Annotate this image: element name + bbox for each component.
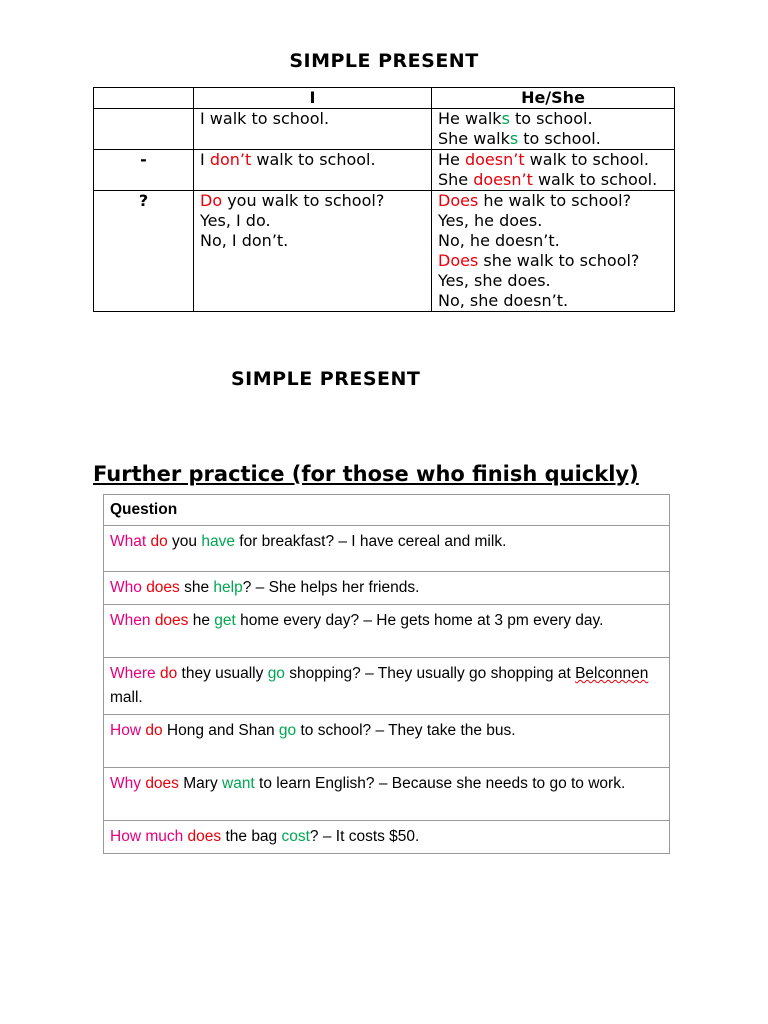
text-run: the bag <box>221 828 282 845</box>
text-run: don’t <box>209 150 252 169</box>
text-run: he walk to school? <box>478 191 632 210</box>
text-run: doesn’t <box>473 170 533 189</box>
text-line <box>438 211 668 231</box>
text-run: to school? – They take the bus. <box>296 722 516 739</box>
question-cell <box>104 768 670 821</box>
text-line <box>438 109 668 129</box>
text-run: He walk <box>438 109 502 128</box>
text-run: Does <box>438 191 479 210</box>
text-line <box>438 271 668 291</box>
text-run: I walk to school. <box>200 109 330 128</box>
question-cell <box>104 572 670 605</box>
i-form-cell <box>194 191 432 312</box>
text-run: I <box>200 150 210 169</box>
text-run: get <box>214 612 236 629</box>
text-run: does <box>154 612 189 629</box>
text-run: When <box>110 612 151 629</box>
text-run: walk to school. <box>532 170 658 189</box>
text-line <box>438 251 668 271</box>
question-cell <box>104 821 670 854</box>
header-cell-marker <box>94 88 194 109</box>
question-row <box>104 821 670 854</box>
header-cell-i: I <box>194 88 432 109</box>
question-row <box>104 572 670 605</box>
text-line <box>200 191 425 211</box>
text-run: want <box>222 775 255 792</box>
text-run: walk to school. <box>524 150 649 169</box>
text-line <box>200 150 425 170</box>
section-title: SIMPLE PRESENT <box>231 368 421 390</box>
text-run: What <box>110 533 147 550</box>
further-practice-heading: Further practice (for those who finish quickly) <box>93 462 639 486</box>
text-run: Does <box>438 251 479 270</box>
page-title: SIMPLE PRESENT <box>289 50 479 72</box>
text-run: help <box>213 579 243 596</box>
text-line <box>200 109 425 129</box>
text-run: home every day? – He gets home at 3 pm every day. <box>235 612 604 629</box>
text-run: to learn English? – Because she needs to go to work. <box>254 775 626 792</box>
table-row <box>94 150 675 191</box>
text-run: ? – She helps her friends. <box>242 579 420 596</box>
text-run: you <box>167 533 202 550</box>
text-line <box>438 150 668 170</box>
questions-table <box>103 494 670 854</box>
row-marker: ? <box>94 191 194 312</box>
question-cell <box>104 715 670 768</box>
text-run: Do <box>200 191 223 210</box>
text-run: walk to school. <box>251 150 376 169</box>
text-run: she walk to school? <box>478 251 640 270</box>
text-run: they usually <box>177 665 268 682</box>
text-run: She <box>438 170 474 189</box>
text-run: No, he doesn’t. <box>438 231 560 250</box>
row-marker: - <box>94 150 194 191</box>
text-run: ? – It costs $50. <box>309 828 420 845</box>
question-header-cell: Question <box>104 495 670 526</box>
text-run: Belconnen <box>575 665 649 682</box>
text-line <box>438 231 668 251</box>
text-run: to school. <box>509 109 593 128</box>
text-run: How <box>110 722 142 739</box>
text-run: do <box>159 665 178 682</box>
text-run: No, I don’t. <box>200 231 289 250</box>
i-form-cell <box>194 150 432 191</box>
text-run: go <box>267 665 285 682</box>
text-run: Yes, she does. <box>438 271 551 290</box>
text-run: does <box>145 775 179 792</box>
header-cell-he-she: He/She <box>432 88 675 109</box>
i-form-cell <box>194 109 432 150</box>
he-she-form-cell <box>432 109 675 150</box>
question-row <box>104 658 670 715</box>
text-line <box>438 170 668 190</box>
question-cell <box>104 605 670 658</box>
questions-body <box>104 526 670 854</box>
text-run: mall. <box>110 689 143 706</box>
table-header-row <box>94 88 675 109</box>
text-run: Hong and Shan <box>162 722 279 739</box>
text-line <box>438 291 668 311</box>
text-run: Who <box>110 579 142 596</box>
questions-header-row <box>104 495 670 526</box>
text-run: have <box>201 533 235 550</box>
question-row <box>104 768 670 821</box>
question-cell <box>104 526 670 572</box>
question-cell <box>104 658 670 715</box>
text-line <box>438 191 668 211</box>
text-run: she <box>179 579 214 596</box>
question-row <box>104 605 670 658</box>
text-run: do <box>150 533 168 550</box>
text-run: does <box>146 579 180 596</box>
question-row <box>104 715 670 768</box>
text-run: Where <box>110 665 156 682</box>
text-line <box>438 129 668 149</box>
text-run: Why <box>110 775 141 792</box>
he-she-form-cell <box>432 191 675 312</box>
text-run: doesn’t <box>464 150 525 169</box>
he-she-form-cell <box>432 150 675 191</box>
table-row <box>94 191 675 312</box>
text-line <box>200 231 425 251</box>
row-marker <box>94 109 194 150</box>
text-run: s <box>501 109 510 128</box>
table-row <box>94 109 675 150</box>
text-run: Yes, he does. <box>438 211 543 230</box>
text-run: He <box>438 150 465 169</box>
text-run: She walk <box>438 129 510 148</box>
text-run: How much <box>110 828 184 845</box>
text-run: Mary <box>178 775 222 792</box>
text-run: do <box>145 722 163 739</box>
text-run: go <box>278 722 297 739</box>
text-run: shopping? – They usually go shopping at <box>284 665 576 682</box>
text-line <box>200 211 425 231</box>
text-run: No, she doesn’t. <box>438 291 569 310</box>
simple-present-table <box>93 87 675 312</box>
text-run: cost <box>281 828 310 845</box>
question-row <box>104 526 670 572</box>
text-run: for breakfast? – I have cereal and milk. <box>234 533 507 550</box>
text-run: s <box>509 129 519 148</box>
text-run: to school. <box>518 129 601 148</box>
text-run: Yes, I do. <box>200 211 271 230</box>
text-run: you walk to school? <box>222 191 385 210</box>
text-run: does <box>187 828 222 845</box>
text-run: he <box>188 612 215 629</box>
